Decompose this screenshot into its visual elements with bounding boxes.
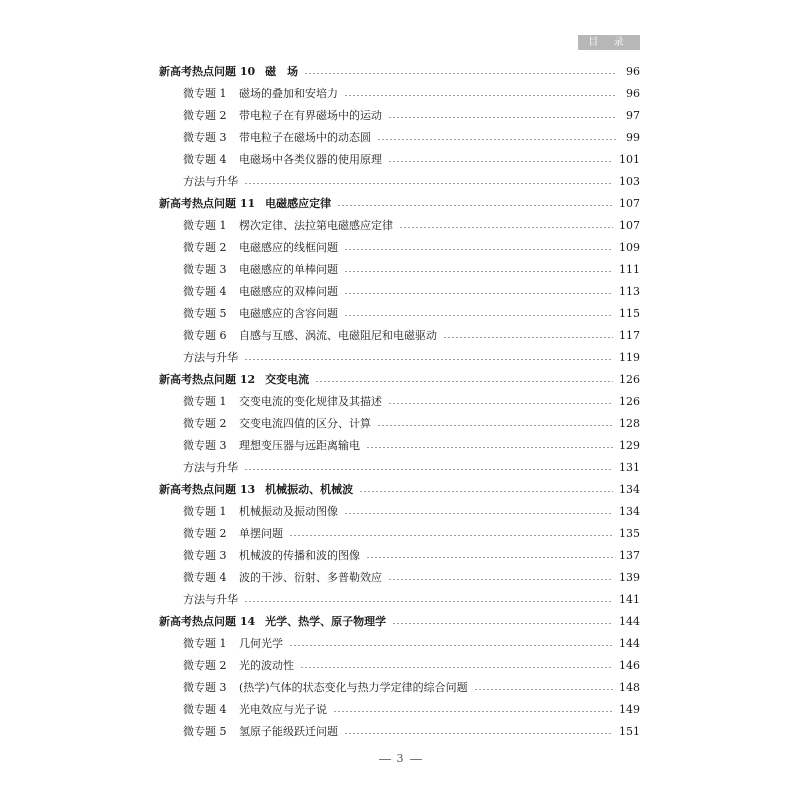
subtopic-prefix: 微专题 2	[183, 241, 227, 254]
page-number: 119	[619, 351, 640, 364]
section-number: 新高考热点问题 13	[159, 483, 256, 496]
dot-leader	[244, 601, 613, 602]
dot-leader	[344, 95, 616, 96]
toc-subtopic-entry[interactable]	[0, 435, 640, 457]
page-footer	[0, 752, 800, 765]
subtopic-title: 光的波动性	[239, 659, 294, 672]
page-number: 113	[619, 285, 640, 298]
page-number: 117	[619, 329, 640, 342]
section-title: 交变电流	[265, 373, 310, 386]
subtopic-prefix: 微专题 3	[183, 439, 227, 452]
page-number: 103	[619, 175, 640, 188]
toc-method-entry[interactable]	[0, 457, 640, 479]
page-number: 144	[619, 615, 640, 628]
dot-leader	[300, 667, 613, 668]
toc-method-entry[interactable]	[0, 171, 640, 193]
toc-subtopic-entry[interactable]	[0, 391, 640, 413]
subtopic-title: 带电粒子在有界磁场中的运动	[239, 109, 382, 122]
page-number: 141	[619, 593, 640, 606]
dot-leader	[377, 139, 616, 140]
subtopic-title: 氢原子能级跃迁问题	[239, 725, 338, 738]
subtopic-prefix: 微专题 5	[183, 307, 227, 320]
dot-leader	[388, 161, 613, 162]
subtopic-title: 电磁感应的单棒问题	[239, 263, 338, 276]
page-number: 128	[619, 417, 640, 430]
subtopic-title: 光电效应与光子说	[239, 703, 327, 716]
toc-subtopic-entry[interactable]	[0, 127, 640, 149]
footer-dash-right	[410, 759, 422, 760]
page-number: 126	[619, 395, 640, 408]
page-number: 97	[626, 109, 640, 122]
toc-subtopic-entry[interactable]	[0, 149, 640, 171]
toc-subtopic-entry[interactable]	[0, 501, 640, 523]
table-of-contents	[0, 61, 800, 743]
toc-subtopic-entry[interactable]	[0, 83, 640, 105]
subtopic-prefix: 微专题 5	[183, 725, 227, 738]
page-number: 129	[619, 439, 640, 452]
section-tab-label: 目 录	[578, 35, 640, 50]
dot-leader	[344, 271, 613, 272]
page-number: 149	[619, 703, 640, 716]
toc-subtopic-entry[interactable]	[0, 259, 640, 281]
toc-subtopic-entry[interactable]	[0, 105, 640, 127]
dot-leader	[388, 579, 613, 580]
subtopic-title: 磁场的叠加和安培力	[239, 87, 338, 100]
method-title: 方法与升华	[183, 461, 238, 474]
toc-subtopic-entry[interactable]	[0, 677, 640, 699]
page-number: 134	[619, 505, 640, 518]
toc-subtopic-entry[interactable]	[0, 413, 640, 435]
dot-leader	[244, 469, 613, 470]
dot-leader	[344, 733, 613, 734]
subtopic-title: 楞次定律、法拉第电磁感应定律	[239, 219, 393, 232]
subtopic-title: 交变电流的变化规律及其描述	[239, 395, 382, 408]
toc-method-entry[interactable]	[0, 347, 640, 369]
subtopic-prefix: 微专题 2	[183, 659, 227, 672]
subtopic-prefix: 微专题 3	[183, 681, 227, 694]
toc-subtopic-entry[interactable]	[0, 303, 640, 325]
toc-section-entry[interactable]	[0, 193, 640, 215]
subtopic-prefix: 微专题 2	[183, 527, 227, 540]
dot-leader	[344, 249, 613, 250]
section-title: 电磁感应定律	[265, 197, 332, 210]
section-number: 新高考热点问题 14	[159, 615, 256, 628]
dot-leader	[366, 447, 613, 448]
footer-dash-left	[379, 759, 391, 760]
dot-leader	[388, 403, 613, 404]
page-number: 115	[619, 307, 640, 320]
toc-method-entry[interactable]	[0, 589, 640, 611]
page-number: 107	[619, 197, 640, 210]
subtopic-title: 带电粒子在磁场中的动态圆	[239, 131, 371, 144]
subtopic-title: 自感与互感、涡流、电磁阻尼和电磁驱动	[239, 329, 437, 342]
section-number: 新高考热点问题 12	[159, 373, 256, 386]
section-title: 光学、热学、原子物理学	[265, 615, 387, 628]
subtopic-prefix: 微专题 1	[183, 505, 227, 518]
dot-leader	[289, 535, 613, 536]
subtopic-title: 电磁感应的线框问题	[239, 241, 338, 254]
toc-section-entry[interactable]	[0, 61, 640, 83]
dot-leader	[344, 293, 613, 294]
page-number: 135	[619, 527, 640, 540]
dot-leader	[359, 491, 613, 492]
toc-subtopic-entry[interactable]	[0, 655, 640, 677]
subtopic-title: 机械振动及振动图像	[239, 505, 338, 518]
dot-leader	[388, 117, 616, 118]
page-number: 144	[619, 637, 640, 650]
page-number: 131	[619, 461, 640, 474]
subtopic-prefix: 微专题 1	[183, 219, 227, 232]
page-number: 107	[619, 219, 640, 232]
subtopic-title: 电磁感应的含容问题	[239, 307, 338, 320]
dot-leader	[244, 183, 613, 184]
subtopic-prefix: 微专题 4	[183, 285, 227, 298]
page-number: 139	[619, 571, 640, 584]
subtopic-prefix: 微专题 4	[183, 153, 227, 166]
subtopic-prefix: 微专题 2	[183, 417, 227, 430]
page-number: 151	[619, 725, 640, 738]
toc-section-entry[interactable]	[0, 479, 640, 501]
toc-section-entry[interactable]	[0, 611, 640, 633]
dot-leader	[399, 227, 613, 228]
dot-leader	[333, 711, 613, 712]
subtopic-prefix: 微专题 4	[183, 571, 227, 584]
subtopic-title: (热学)气体的状态变化与热力学定律的综合问题	[239, 681, 468, 694]
subtopic-title: 电磁场中各类仪器的使用原理	[239, 153, 382, 166]
page-number: 96	[626, 87, 640, 100]
page-number: 96	[626, 65, 640, 78]
dot-leader	[315, 381, 613, 382]
subtopic-prefix: 微专题 3	[183, 549, 227, 562]
subtopic-title: 机械波的传播和波的图像	[239, 549, 360, 562]
dot-leader	[344, 315, 613, 316]
toc-subtopic-entry[interactable]	[0, 633, 640, 655]
toc-subtopic-entry[interactable]	[0, 699, 640, 721]
subtopic-prefix: 微专题 4	[183, 703, 227, 716]
dot-leader	[304, 73, 616, 74]
subtopic-prefix: 微专题 6	[183, 329, 227, 342]
section-number: 新高考热点问题 10	[159, 65, 256, 78]
page-number: 109	[619, 241, 640, 254]
method-title: 方法与升华	[183, 175, 238, 188]
page-number: 148	[619, 681, 640, 694]
dot-leader	[474, 689, 613, 690]
toc-section-entry[interactable]	[0, 369, 640, 391]
subtopic-prefix: 微专题 2	[183, 109, 227, 122]
toc-subtopic-entry[interactable]	[0, 567, 640, 589]
page-number: 137	[619, 549, 640, 562]
subtopic-prefix: 微专题 3	[183, 131, 227, 144]
toc-subtopic-entry[interactable]	[0, 523, 640, 545]
subtopic-title: 理想变压器与远距离输电	[239, 439, 360, 452]
subtopic-title: 波的干涉、衍射、多普勒效应	[239, 571, 382, 584]
subtopic-title: 单摆问题	[239, 527, 283, 540]
subtopic-prefix: 微专题 1	[183, 637, 227, 650]
page-number: 146	[619, 659, 640, 672]
subtopic-title: 交变电流四值的区分、计算	[239, 417, 371, 430]
toc-subtopic-entry[interactable]	[0, 215, 640, 237]
section-title: 磁 场	[265, 65, 299, 78]
dot-leader	[377, 425, 613, 426]
dot-leader	[244, 359, 613, 360]
dot-leader	[344, 513, 613, 514]
subtopic-prefix: 微专题 1	[183, 87, 227, 100]
method-title: 方法与升华	[183, 593, 238, 606]
toc-subtopic-entry[interactable]	[0, 721, 640, 743]
page-number: 134	[619, 483, 640, 496]
dot-leader	[289, 645, 613, 646]
subtopic-title: 电磁感应的双棒问题	[239, 285, 338, 298]
dot-leader	[392, 623, 613, 624]
section-title: 机械振动、机械波	[265, 483, 354, 496]
subtopic-prefix: 微专题 3	[183, 263, 227, 276]
subtopic-prefix: 微专题 1	[183, 395, 227, 408]
method-title: 方法与升华	[183, 351, 238, 364]
page-number: 101	[619, 153, 640, 166]
dot-leader	[443, 337, 613, 338]
toc-subtopic-entry[interactable]	[0, 281, 640, 303]
page-number: 99	[626, 131, 640, 144]
toc-subtopic-entry[interactable]	[0, 545, 640, 567]
section-number: 新高考热点问题 11	[159, 197, 256, 210]
page-number: 111	[619, 263, 640, 276]
toc-subtopic-entry[interactable]	[0, 325, 640, 347]
dot-leader	[337, 205, 613, 206]
subtopic-title: 几何光学	[239, 637, 283, 650]
toc-subtopic-entry[interactable]	[0, 237, 640, 259]
page-number: 126	[619, 373, 640, 386]
dot-leader	[366, 557, 613, 558]
footer-page-number: 3	[396, 752, 404, 765]
